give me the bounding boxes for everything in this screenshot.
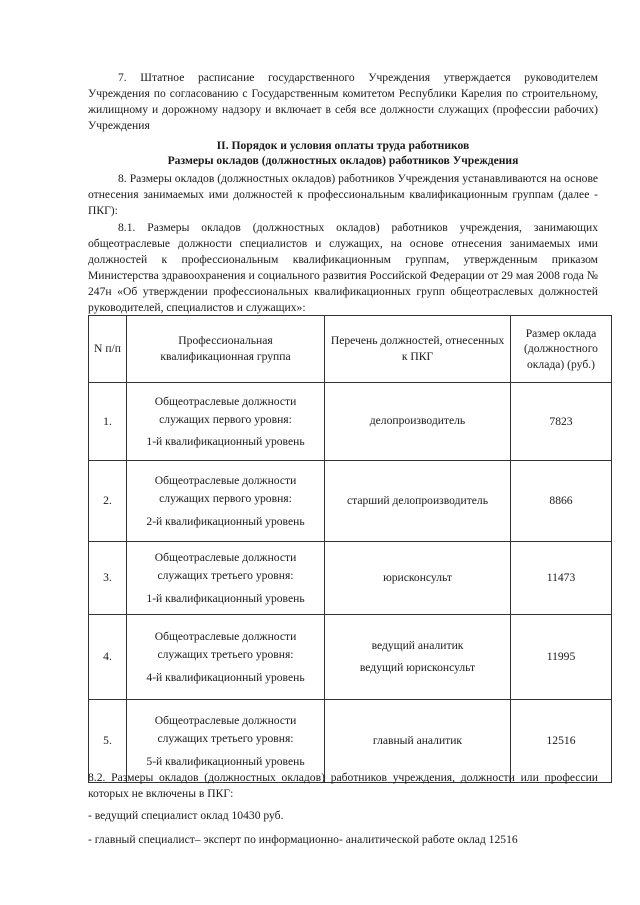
header-group: Профессиональная квалификационная группа: [127, 316, 325, 383]
table-row: [89, 461, 612, 542]
section-subtitle: Размеры окладов (должностных окладов) работников Учреждения: [167, 154, 519, 167]
list-item: - ведущий специалист оклад 10430 руб.: [88, 809, 284, 822]
row-group: [127, 461, 325, 542]
section-title: II. Порядок и условия оплаты труда работников: [216, 139, 470, 152]
qualification-level: 1-й квалификационный уровень: [146, 435, 305, 449]
row-positions: [325, 542, 511, 615]
row-group: [127, 542, 325, 615]
row-salary: 8866: [511, 461, 612, 542]
paragraph-8-2: 8.2. Размеры окладов (должностных окладов) работников учреждения, должности или профессии которых не включены в ПКГ:: [88, 771, 598, 800]
group-line: служащих третьего уровня:: [157, 648, 294, 661]
header-positions: Перечень должностей, отнесенных к ПКГ: [325, 316, 511, 383]
row-num: 1.: [89, 383, 127, 461]
group-line: Общеотраслевые должности: [154, 630, 297, 644]
group-line: служащих первого уровня:: [159, 412, 292, 426]
paragraph-8-1: 8.1. Размеры окладов (должностных окладов) работников учреждения, занимающих общеотраслевые должности специалистов и служащих, на основе отнесения занимаемых ими должностей к профессиональным квалификационным группам, утвержденным приказом Министерства здравоохранения и социального развития Российской Федерации от 29 мая 2008 года № 247н «Об утверждении профессиональных квалификационных групп общеотраслевых должностей руководителей, специалистов и служащих»:: [88, 221, 598, 314]
group-line: Общеотраслевые должности: [154, 714, 297, 728]
qualification-level: 4-й квалификационный уровень: [146, 670, 305, 684]
position: делопроизводитель: [369, 414, 466, 428]
position: старший делопроизводитель: [347, 493, 488, 507]
row-num: 2.: [89, 461, 127, 542]
table-header-row: [89, 316, 612, 383]
row-positions: [325, 461, 511, 542]
row-group: [127, 383, 325, 461]
header-num: N п/п: [89, 316, 127, 383]
row-num: 5.: [89, 700, 127, 783]
group-line: Общеотраслевые должности: [154, 394, 297, 408]
paragraph-8: 8. Размеры окладов (должностных окладов) работников Учреждения устанавливаются на основе отнесения занимаемых ими должностей к профессиональным квалификационным группам (далее - ПКГ):: [88, 172, 598, 217]
qualification-level: 2-й квалификационный уровень: [146, 514, 305, 528]
row-salary: 12516: [511, 700, 612, 783]
table-row: [89, 383, 612, 461]
row-salary: 11473: [511, 542, 612, 615]
list-item: - главный специалист– эксперт по информационно- аналитической работе оклад 12516: [88, 833, 518, 846]
position: юрисконсульт: [383, 570, 452, 584]
group-line: служащих первого уровня:: [159, 492, 292, 505]
row-salary: 7823: [511, 383, 612, 461]
group-line: служащих третьего уровня:: [157, 732, 294, 745]
group-line: Общеотраслевые должности: [154, 474, 297, 488]
row-num: 3.: [89, 542, 127, 615]
qualification-level: 5-й квалификационный уровень: [146, 754, 305, 768]
position: ведущий аналитик: [371, 638, 464, 652]
salary-table: [88, 315, 612, 783]
position: ведущий юрисконсульт: [359, 661, 476, 674]
qualification-level: 1-й квалификационный уровень: [146, 591, 305, 605]
row-num: 4.: [89, 615, 127, 700]
position: главный аналитик: [372, 733, 463, 747]
group-line: Общеотраслевые должности: [154, 551, 297, 565]
row-group: [127, 615, 325, 700]
row-positions: [325, 615, 511, 700]
header-salary: Размер оклада (должностного оклада) (руб.): [511, 316, 612, 383]
row-salary: 11995: [511, 615, 612, 700]
group-line: служащих третьего уровня:: [157, 569, 294, 582]
table-row: [89, 542, 612, 615]
table-row: [89, 615, 612, 700]
paragraph-7: 7. Штатное расписание государственного Учреждения утверждается руководителем Учреждения по согласованию с Государственным комитетом Республики Карелия по строительному, жилищному и дорожному надзору и включает в себя все должности служащих (профессии рабочих) Учреждения: [88, 71, 598, 132]
row-positions: [325, 383, 511, 461]
